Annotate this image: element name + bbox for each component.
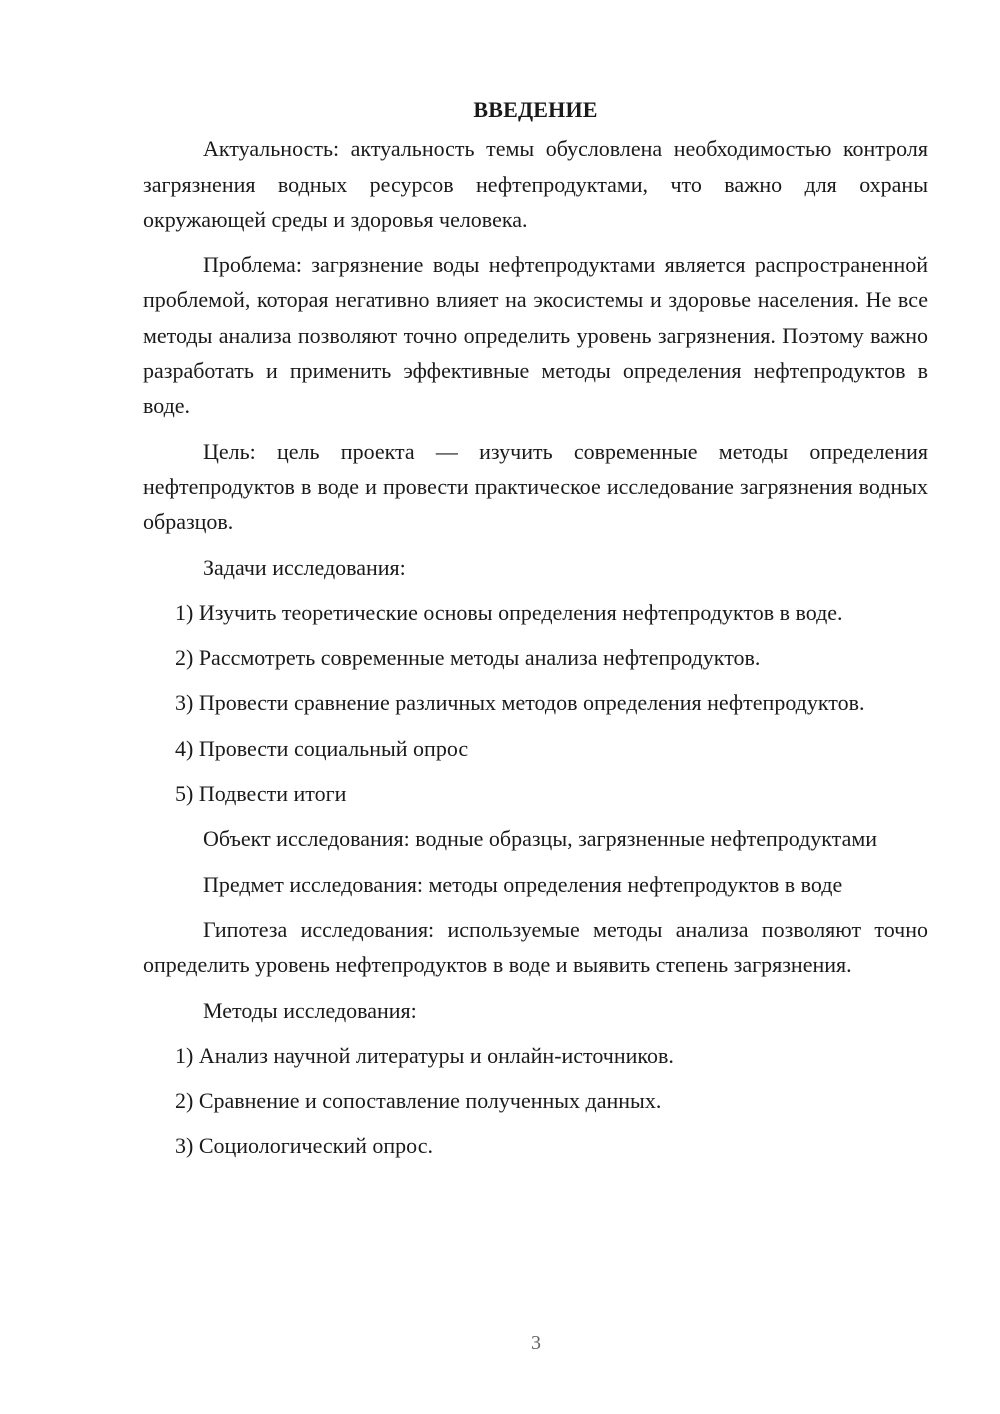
method-item: 2) Сравнение и сопоставление полученных данных.: [175, 1088, 662, 1114]
page-number: 3: [531, 1332, 541, 1354]
paragraph-subject: Предмет исследования: методы определения нефтепродуктов в воде: [203, 871, 843, 897]
paragraph-goal: Цель: цель проекта — изучить современные методы определения нефтепродуктов в воде и провести практическое исследование загрязнения водных образцов.: [143, 438, 928, 535]
method-item: 3) Социологический опрос.: [175, 1133, 433, 1159]
task-item: 2) Рассмотреть современные методы анализа нефтепродуктов.: [175, 645, 761, 671]
paragraph-relevance: Актуальность: актуальность темы обусловлена необходимостью контроля загрязнения водных ресурсов нефтепродуктами, что важно для охраны окружающей среды и здоровья человека.: [143, 136, 928, 232]
method-item: 1) Анализ научной литературы и онлайн-источников.: [175, 1042, 674, 1068]
document-page: [143, 92, 928, 1174]
methods-heading: Методы исследования:: [203, 997, 417, 1023]
paragraph-object: Объект исследования: водные образцы, загрязненные нефтепродуктами: [203, 826, 878, 852]
paragraph-hypothesis: Гипотеза исследования: используемые методы анализа позволяют точно определить уровень нефтепродуктов в воде и выявить степень загрязнения.: [143, 916, 928, 978]
task-item: 4) Провести социальный опрос: [175, 735, 469, 761]
task-item: 1) Изучить теоретические основы определения нефтепродуктов в воде.: [175, 599, 843, 625]
page-title: ВВЕДЕНИЕ: [473, 97, 598, 122]
tasks-heading: Задачи исследования:: [203, 554, 406, 580]
paragraph-problem: Проблема: загрязнение воды нефтепродуктами является распространенной проблемой, которая негативно влияет на экосистемы и здоровье населения. Не все методы анализа позволяют точно определить уровень загрязнения. Поэтому важно разработать и применить эффективные методы определения нефтепродуктов в воде.: [143, 252, 928, 419]
task-item: 3) Провести сравнение различных методов определения нефтепродуктов.: [175, 690, 865, 716]
task-item: 5) Подвести итоги: [175, 781, 347, 807]
